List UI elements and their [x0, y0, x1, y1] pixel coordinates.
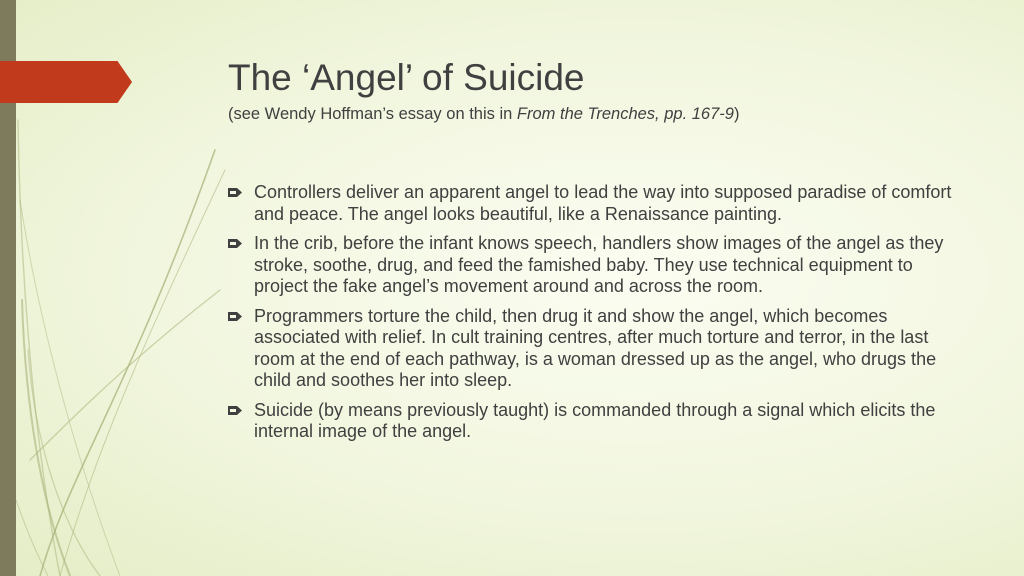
slide-title: The ‘Angel’ of Suicide [228, 57, 585, 98]
subtitle-italic: From the Trenches, pp. 167-9 [516, 105, 734, 123]
bullet-text: Suicide (by means previously taught) is commanded through a signal which elicits the internal image of the angel. [254, 399, 936, 441]
slide-subtitle [228, 105, 739, 124]
subtitle-suffix: ) [733, 105, 740, 123]
bullet-item [228, 400, 968, 443]
right-arrow-icon [228, 406, 242, 415]
bullet-text: In the crib, before the infant knows speech, handlers show images of the angel as they stroke, soothe, drug, and feed the famished baby. They use technical equipment to project the fake angel’s movement around and across the room. [254, 233, 944, 296]
right-arrow-icon [228, 188, 242, 197]
bullet-item [228, 182, 968, 225]
right-arrow-icon [228, 312, 242, 321]
bullet-list [228, 182, 968, 451]
decor-curve-2 [60, 170, 225, 576]
right-arrow-icon [228, 239, 242, 248]
bullet-text: Programmers torture the child, then drug it and show the angel, which becomes associated with relief. In cult training centres, after much torture and terror, in the last room at the end of each pathway, is a woman dressed up as the angel, who drugs the child and soothes her into sleep. [254, 305, 937, 390]
bullet-text: Controllers deliver an apparent angel to lead the way into supposed paradise of comfort and peace. The angel looks beautiful, like a Renaissance painting. [254, 182, 952, 224]
subtitle-prefix: (see Wendy Hoffman’s essay on this in [228, 105, 517, 123]
bullet-item [228, 306, 968, 392]
decor-curve-1 [40, 150, 215, 576]
bullet-item [228, 233, 968, 298]
